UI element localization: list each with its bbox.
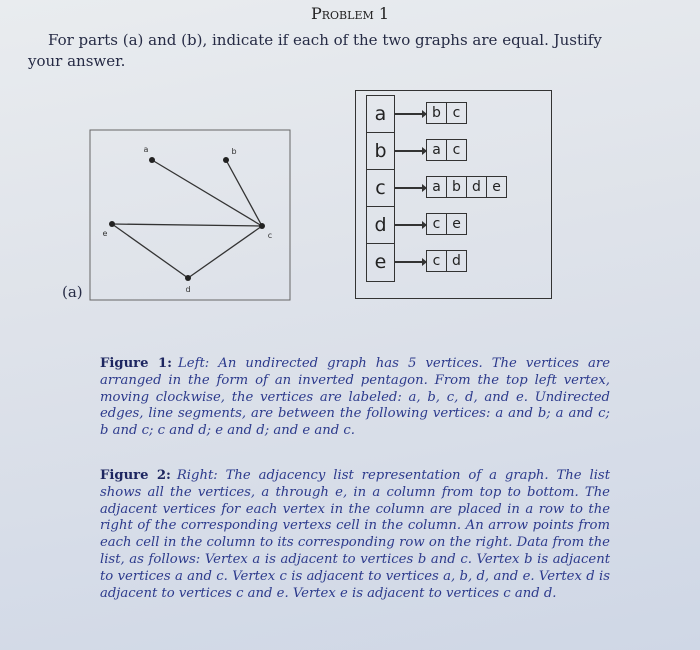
figure-2-caption — [100, 468, 610, 602]
edge-d-c — [188, 226, 262, 278]
arrow-icon — [394, 187, 426, 189]
neighbor-row-a — [426, 102, 467, 124]
vertex-label: c — [267, 231, 273, 240]
neighbor-cell: c — [452, 142, 461, 158]
neighbor-cell: b — [427, 103, 447, 123]
figure-2-text: Right: The adjacency list representation of a graph. The list shows all the vertices, a through e, in a column from top to bottom. The adjacent vertices for each vertex in the column are placed in a row to the right of the corresponding vertexs cell in the column. An arrow points from each cell in the column to its corresponding row on the right. Data from the list, as follows: Vertex a is adjacent to vertices b and c. Vertex b is adjacent to vertices a and c. Vertex c is adjacent to vertices a, b, d, and e. Vertex d is adjacent to vertices c and e. Vertex e is adjacent to vertices c and d. — [100, 468, 611, 601]
neighbor-cell: c — [427, 251, 447, 271]
problem-title: Problem 1 — [310, 4, 389, 23]
figure-1-label: Figure 1: — [100, 356, 173, 371]
neighbor-cell: e — [492, 179, 501, 195]
vertex-label: a — [143, 145, 149, 154]
vertex-label: b — [231, 147, 237, 156]
neighbor-row-e — [426, 250, 467, 272]
edge-a-c — [152, 160, 262, 226]
edge-e-d — [112, 224, 188, 278]
vertex-c — [259, 223, 265, 229]
vertex-b — [223, 157, 229, 163]
vertex-label: d — [185, 285, 191, 294]
neighbor-cell: a — [427, 177, 447, 197]
vertex-cell-a: a — [367, 96, 394, 133]
arrow-icon — [394, 113, 426, 115]
neighbor-cell: a — [427, 140, 447, 160]
vertex-cell-c: c — [367, 170, 394, 207]
vertex-cell-e: e — [374, 251, 387, 273]
graph-frame — [90, 130, 290, 300]
vertex-d — [185, 275, 191, 281]
figure-2-label: Figure 2: — [100, 468, 171, 483]
vertex-a — [149, 157, 155, 163]
neighbor-row-d — [426, 213, 467, 235]
neighbor-row-c — [426, 176, 507, 198]
edge-e-c — [112, 224, 262, 226]
neighbor-cell: d — [452, 253, 461, 269]
edge-b-c — [226, 160, 262, 226]
part-label: (a) — [62, 283, 83, 301]
vertex-cell-d: d — [367, 207, 394, 244]
problem-intro: For parts (a) and (b), indicate if each of the two graphs are equal. Justify your answer. — [28, 31, 602, 70]
arrow-icon — [394, 150, 426, 152]
vertex-label: e — [102, 229, 108, 238]
arrow-icon — [394, 224, 426, 226]
vertex-cell-b: b — [367, 133, 394, 170]
neighbor-cell: d — [467, 177, 487, 197]
vertex-e — [109, 221, 115, 227]
adjacency-list — [355, 90, 552, 299]
arrow-icon — [394, 261, 426, 263]
figure-1-text: Left: An undirected graph has 5 vertices. The vertices are arranged in the form of an inverted pentagon. From the top left vertex, moving clockwise, the vertices are labeled: a, b, c, d, and e. Undirected edges, line segments, are between the following vertices: a and b; a and c; b and c; c and d; e and d; and e and c. — [100, 356, 611, 439]
figure-1-caption — [100, 356, 610, 440]
neighbor-cell: b — [447, 177, 467, 197]
vertex-column — [366, 95, 395, 282]
neighbor-row-b — [426, 139, 467, 161]
neighbor-cell: c — [427, 214, 447, 234]
neighbor-cell: e — [452, 216, 461, 232]
neighbor-cell: c — [452, 105, 461, 121]
